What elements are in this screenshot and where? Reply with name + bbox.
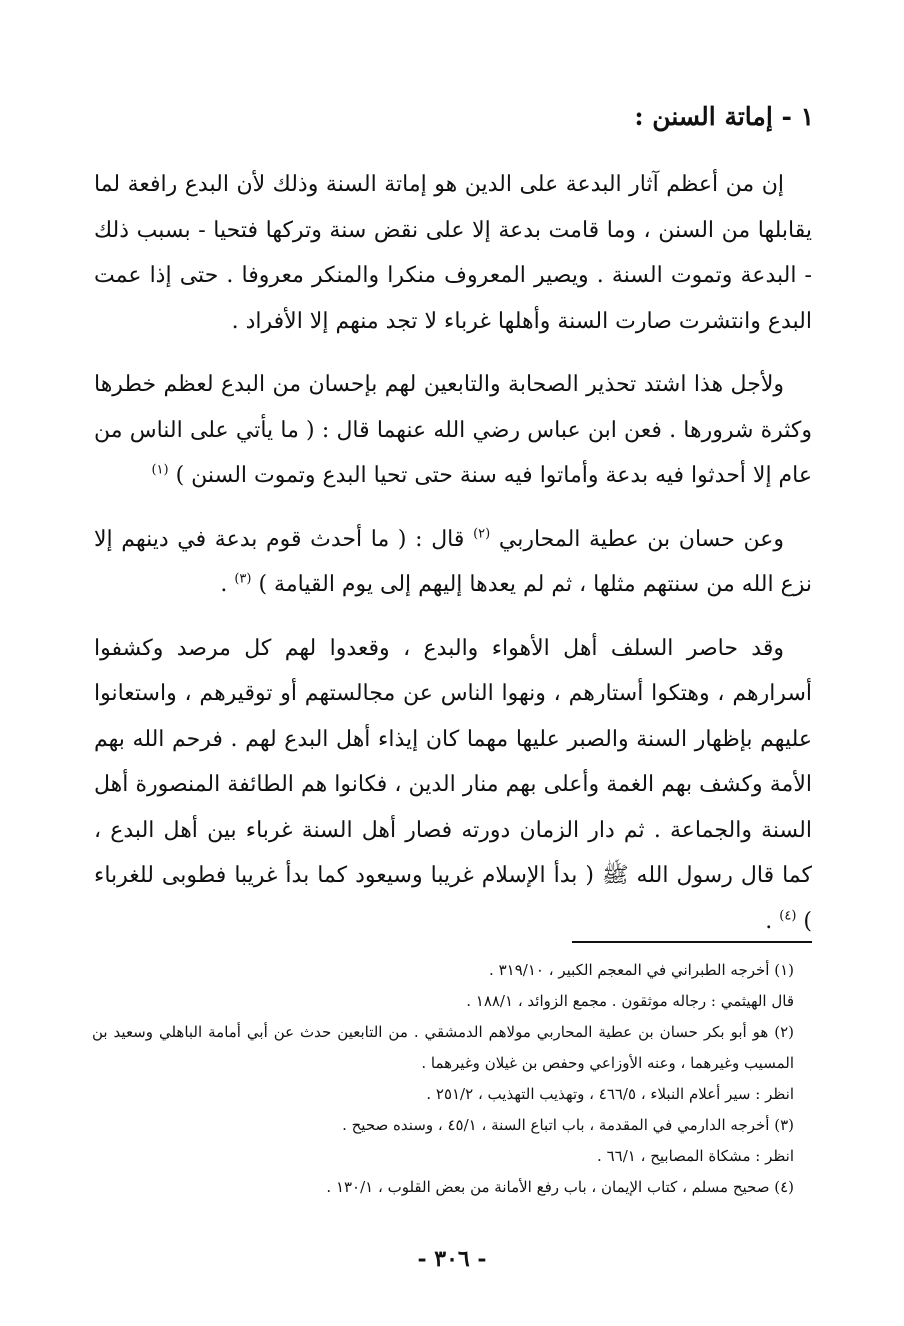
footnote-2-note: انظر : سير أعلام النبلاء ، ٤٦٦/٥ ، وتهذيب التهذيب ، ٢٥١/٢ . — [426, 1085, 794, 1103]
footnote-ref-4: (٤) — [779, 908, 797, 924]
paragraph-3-text: وعن حسان بن عطية المحاربي — [498, 526, 785, 552]
paragraph-4 — [94, 626, 812, 945]
footnote-ref-2: (٢) — [473, 526, 491, 542]
paragraph-4-text: وقد حاصر السلف أهل الأهواء والبدع ، وقعدوا لهم كل مرصد وكشفوا أسرارهم ، وهتكوا أستارهم ، ونهوا الناس عن مجالستهم أو توقيرهم ، واستعانوا عليهم بإظهار السنة والصبر عليها مهما كان إيذاء أهل البدع لهم . فرحم الله بهم الأمة وكشف بهم الغمة وأعلى بهم منار الدين ، فكانوا هم الطائفة المنصورة أهل السنة والجماعة . ثم دار الزمان دورته فصار أهل السنة غرباء بين أهل البدع ، كما قال رسول الله ﷺ ( بدأ الإسلام غريبا وسيعود كما بدأ غريبا فطوبى للغرباء ) — [94, 635, 812, 934]
footnotes-section — [92, 955, 812, 1203]
paragraph-3-period: . — [220, 572, 228, 597]
paragraph-1 — [94, 162, 812, 344]
paragraph-2-text: ولأجل هذا اشتد تحذير الصحابة والتابعين لهم بإحسان من البدع لعظم خطرها وكثرة شرورها . فعن ابن عباس رضي الله عنهما قال : ( ما يأتي على الناس من عام إلا أحدثوا فيه بدعة وأماتوا فيه سنة حتى تحيا البدع وتموت السنن ) — [94, 372, 812, 488]
footnote-1-note: قال الهيثمي : رجاله موثقون . مجمع الزوائد ، ١٨٨/١ . — [466, 992, 794, 1010]
main-text — [94, 162, 812, 962]
footnote-1: (١) أخرجه الطبراني في المعجم الكبير ، ٣١٩/١٠ . — [489, 961, 794, 979]
footnote-ref-1: (١) — [151, 462, 169, 478]
paragraph-1-text: إن من أعظم آثار البدعة على الدين هو إماتة السنة وذلك لأن البدع رافعة لما يقابلها من السنن ، وما قامت بدعة إلا على نقض سنة وتركها فتحيا - بسبب ذلك - البدعة وتموت السنة . ويصير المعروف منكرا والمنكر معروفا . حتى إذا عمت البدع وانتشرت صارت السنة وأهلها غرباء لا تجد منهم إلا الأفراد . — [94, 172, 812, 334]
section-heading: ١ - إماتة السنن : — [634, 102, 814, 131]
paragraph-4-period: . — [765, 908, 773, 934]
footnote-2: (٢) هو أبو بكر حسان بن عطية المحاربي مولاهم الدمشقي . من التابعين حدث عن أبي أمامة الباهلي وسعيد بن المسيب وغيرهما ، وعنه الأوزاعي وحفص بن غيلان وغيرهما . — [92, 1023, 794, 1072]
footnote-ref-3: (٣) — [234, 571, 252, 587]
footnote-3-note: انظر : مشكاة المصابيح ، ٦٦/١ . — [597, 1147, 794, 1165]
paragraph-2 — [94, 362, 812, 499]
footnote-3: (٣) أخرجه الدارمي في المقدمة ، باب اتباع السنة ، ٤٥/١ ، وسنده صحيح . — [342, 1116, 794, 1134]
page-number: - ٣٠٦ - — [417, 1246, 487, 1272]
paragraph-3 — [94, 517, 812, 608]
footnote-divider — [572, 941, 812, 943]
paragraph-3-quote: قال : ( ما أحدث قوم بدعة في دينهم إلا نزع الله من سنتهم مثلها ، ثم لم يعدها إليهم إلى يوم القيامة ) — [94, 526, 812, 597]
footnote-4: (٤) صحيح مسلم ، كتاب الإيمان ، باب رفع الأمانة من بعض القلوب ، ١٣٠/١ . — [326, 1178, 794, 1196]
